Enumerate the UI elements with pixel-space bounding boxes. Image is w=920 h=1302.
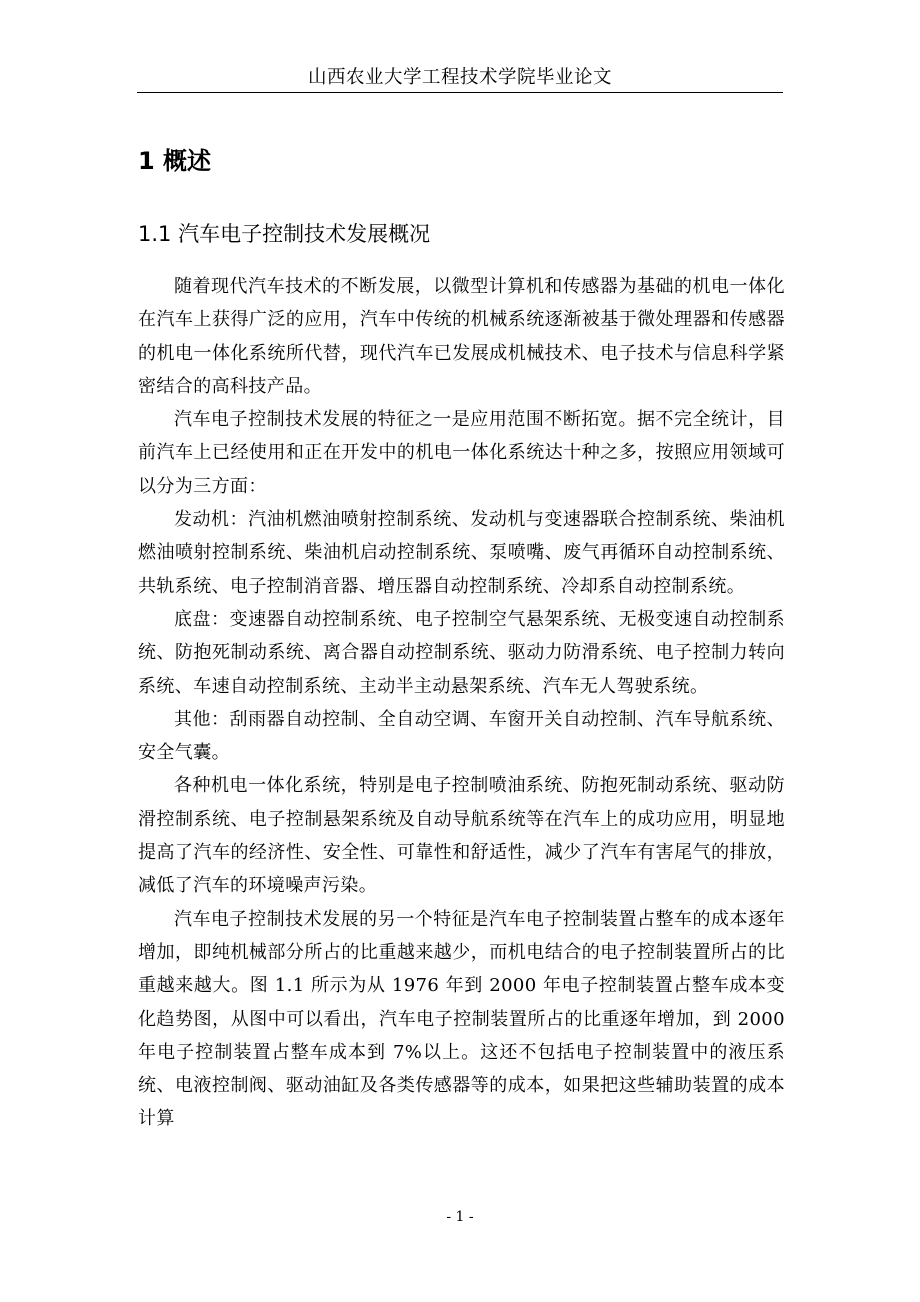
- page-number: - 1 -: [446, 1209, 474, 1225]
- paragraph: 其他：刮雨器自动控制、全自动空调、车窗开关自动控制、汽车导航系统、安全气囊。: [138, 708, 785, 764]
- paragraph: 汽车电子控制技术发展的另一个特征是汽车电子控制装置占整车的成本逐年增加，即纯机械部分所占的比重越来越少，而机电结合的电子控制装置所占的比重越来越大。图 1.1 所示为从 1976 年到 2000 年电子控制装置占整车成本变化趋势图，从图中可以看出，汽车电子控制装置所占的比重逐年增加，到 2000 年电子控制装置占整车成本到 7%以上。这还不包括电子控制装置中的液压系统、电液控制阀、驱动油缸及各类传感器等的成本，如果把这些辅助装置的成本计算: [138, 908, 785, 1130]
- paragraph: 各种机电一体化系统，特别是电子控制喷油系统、防抱死制动系统、驱动防滑控制系统、电子控制悬架系统及自动导航系统等在汽车上的成功应用，明显地提高了汽车的经济性、安全性、可靠性和舒适性，减少了汽车有害尾气的排放，减低了汽车的环境噪声污染。: [138, 775, 785, 897]
- running-header: 山西农业大学工程技术学院毕业论文: [307, 67, 612, 88]
- paragraph: 底盘：变速器自动控制系统、电子控制空气悬架系统、无极变速自动控制系统、防抱死制动系统、离合器自动控制系统、驱动力防滑系统、电子控制力转向系统、车速自动控制系统、主动半主动悬架系统、汽车无人驾驶系统。: [138, 608, 785, 697]
- paragraph: 汽车电子控制技术发展的特征之一是应用范围不断拓宽。据不完全统计，目前汽车上已经使用和正在开发中的机电一体化系统达十种之多，按照应用领域可以分为三方面：: [138, 409, 785, 497]
- paragraph: 随着现代汽车技术的不断发展，以微型计算机和传感器为基础的机电一体化在汽车上获得广泛的应用，汽车中传统的机械系统逐渐被基于微处理器和传感器的机电一体化系统所代替，现代汽车已发展成机械技术、电子技术与信息科学紧密结合的高科技产品。: [138, 276, 785, 397]
- header-divider: [137, 92, 783, 93]
- chapter-heading: 1 概述: [138, 147, 212, 175]
- section-heading: 1.1 汽车电子控制技术发展概况: [138, 222, 431, 246]
- body-text: [138, 270, 785, 1136]
- paragraph: 发动机：汽油机燃油喷射控制系统、发动机与变速器联合控制系统、柴油机燃油喷射控制系统、柴油机启动控制系统、泵喷嘴、废气再循环自动控制系统、共轨系统、电子控制消音器、增压器自动控制系统、冷却系自动控制系统。: [138, 509, 785, 597]
